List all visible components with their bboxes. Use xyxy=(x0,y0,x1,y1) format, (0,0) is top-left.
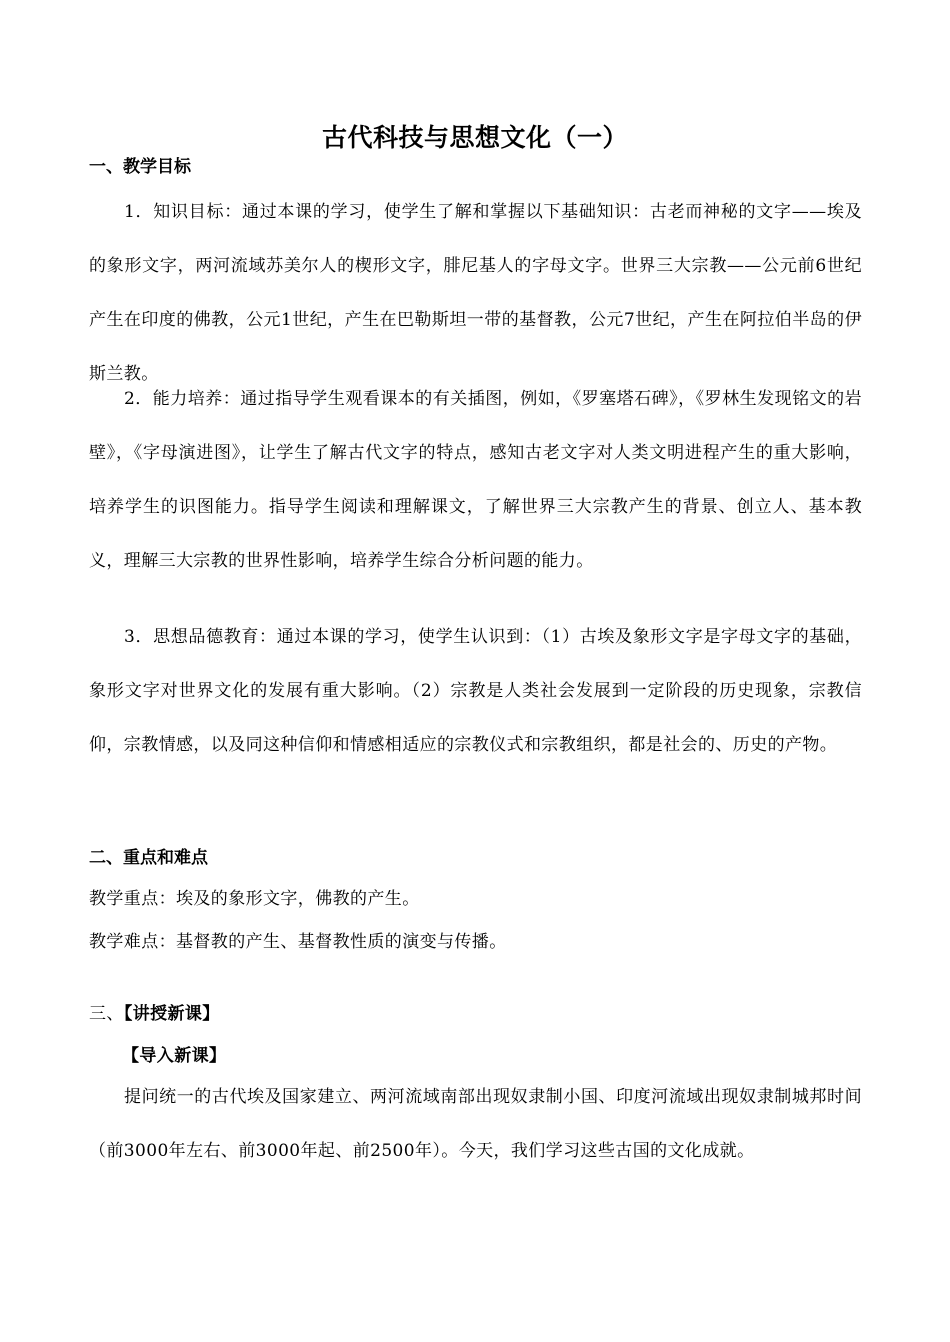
paragraph-moral-education: 3．思想品德教育：通过本课的学习，使学生认识到：（1）古埃及象形文字是字母文字的基础，象形文字对世界文化的发展有重大影响。（2）宗教是人类社会发展到一定阶段的历史现象，宗教信仰，宗教情感，以及同这种信仰和情感相适应的宗教仪式和宗教组织，都是社会的、历史的产物。 xyxy=(89,627,862,755)
difficulty-text: 教学难点：基督教的产生、基督教性质的演变与传播。 xyxy=(89,932,507,952)
section-number: 三、 xyxy=(89,1004,124,1024)
paragraph-knowledge-goal: 1．知识目标：通过本课的学习，使学生了解和掌握以下基础知识：古老而神秘的文字——埃及的象形文字，两河流域苏美尔人的楔形文字，腓尼基人的字母文字。世界三大宗教——公元前6世纪产生在印度的佛教，公元1世纪，产生在巴勒斯坦一带的基督教，公元7世纪，产生在阿拉伯半岛的伊斯兰教。 xyxy=(89,202,862,384)
section-heading-new-lesson xyxy=(89,1001,220,1027)
section-heading-key-points: 二、重点和难点 xyxy=(89,848,208,868)
key-point-text: 教学重点：埃及的象形文字，佛教的产生。 xyxy=(89,889,420,909)
document-title: 古代科技与思想文化（一） xyxy=(321,123,628,152)
subheading-introduction: 【导入新课】 xyxy=(122,1046,227,1066)
section-heading-teaching-goals: 一、教学目标 xyxy=(89,157,191,177)
section-title-bracket: 【讲授新课】 xyxy=(123,1004,220,1024)
paragraph-introduction: 提问统一的古代埃及国家建立、两河流域南部出现奴隶制小国、印度河流域出现奴隶制城邦时间（前3000年左右、前3000年起、前2500年）。今天，我们学习这些古国的文化成就。 xyxy=(89,1087,862,1161)
paragraph-ability-goal: 2．能力培养：通过指导学生观看课本的有关插图，例如，《罗塞塔石碑》，《罗林生发现铭文的岩壁》，《字母演进图》，让学生了解古代文字的特点，感知古老文字对人类文明进程产生的重大影响，培养学生的识图能力。指导学生阅读和理解课文，了解世界三大宗教产生的背景、创立人、基本教义，理解三大宗教的世界性影响，培养学生综合分析问题的能力。 xyxy=(89,389,862,571)
